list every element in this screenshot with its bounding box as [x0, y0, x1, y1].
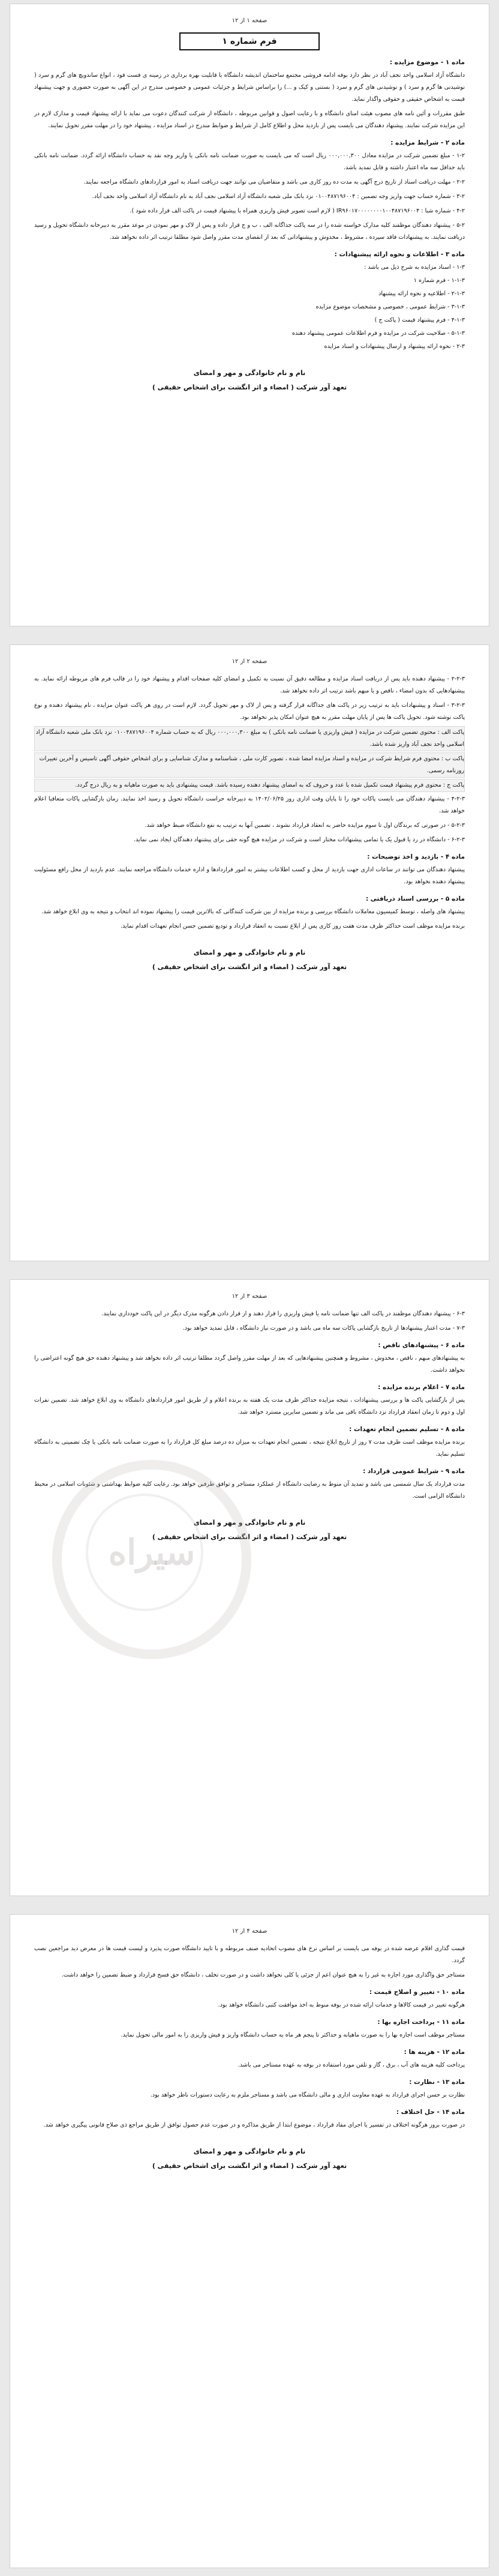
paragraph: مستاجر حق واگذاری مورد اجاره به غیر را به هیچ عنوان اعم از جزئی یا کلی نخواهد داشت و در صورت تخلف ، دانشگاه حق فسخ قرارداد و ضبط تضمین را خواهد داشت.: [61, 1972, 465, 1978]
paragraph: طبق مقررات و آئین نامه های مصوب هیئت امنای دانشگاه و با رعایت اصول و قوانین مربوطه ، دانشگاه از شرکت کنندگان دعوت می نماید با ارائه پیشنهاد قیمت و مدارک لازم در این مزایده شرکت نمایند. پیشنهاد دهندگان می بایست پس از بازدید محل و اطلاع کامل از شرایط و ضوابط مندرج در اسناد مزایده ، پیشنهاد خود را در مهلت مقرر تحویل نمایند.: [34, 110, 465, 129]
paragraph: پس از بازگشایی پاکت ها و بررسی پیشنهادات ، نتیجه مزایده حداکثر ظرف مدت یک هفته به برنده اعلام و از طریق امور قراردادهای دانشگاه به وی ابلاغ خواهد شد. تضمین نفرات اول و دوم تا زمان انعقاد قرارداد نزد دانشگاه باقی می ماند و تضمین سایرین مسترد خواهد شد.: [34, 1397, 465, 1416]
signature-block: [34, 2145, 465, 2173]
section-heading: ماده ۱۳ - نظارت :: [409, 2079, 465, 2086]
envelope-a-item: پاکت الف : محتوی تضمین شرکت در مزایده ( فیش واریزی یا ضمانت نامه بانکی ) به مبلغ ۰۰۰,۰۰۰,۳۰۰ ریال که به حساب شماره ۰۱۰۰۴۸۷۱۹۶۰۰۴ نزد بانک ملی شعبه دانشگاه آزاد اسلامی واحد نجف آباد واریز شده باشد.: [34, 726, 465, 751]
signature-line: تعهد آور شرکت ( امضاء و اثر انگشت برای اشخاص حقیقی ): [152, 383, 347, 391]
section-heading: ماده ۱ - موضوع مزایده :: [389, 59, 465, 66]
section-heading: ماده ۹ - شرایط عمومی قرارداد :: [363, 1468, 465, 1475]
paragraph: قیمت گذاری اقلام عرضه شده در بوفه می بایست بر اساس نرخ های مصوب اتحادیه صنف مربوطه و با تایید دانشگاه صورت پذیرد و لیست قیمت ها در معرض دید مراجعین نصب گردد.: [34, 1945, 465, 1964]
section-heading: ماده ۴ - بازدید و اخذ توضیحات :: [367, 853, 465, 860]
watermark-inner-ring: [86, 1494, 203, 1611]
paragraph: ۴-۲-۳ - پیشنهاد دهندگان می بایست پاکات خود را تا پایان وقت اداری روز ۱۴۰۲/۰۶/۲۵ به دبیرخانه حراست دانشگاه تحویل و رسید اخذ نمایند. زمان بازگشایی پاکات متعاقبا اعلام خواهد شد.: [34, 796, 465, 814]
page-2: [10, 644, 489, 1261]
page-1: [10, 4, 489, 626]
page-number: صفحه ۴ از ۱۲: [232, 1928, 267, 1935]
paragraph: ۵-۲-۳ - در صورتی که برندگان اول تا سوم مزایده حاضر به انعقاد قرارداد نشوند ، تضمین آنها به ترتیب به نفع دانشگاه ضبط خواهد شد.: [145, 822, 465, 829]
list-item: ۳-۱-۳ - شرایط عمومی ، خصوصی و مشخصات موضوع مزایده: [315, 304, 465, 310]
section-heading: ماده ۶ - پیشنهادهای ناقص :: [378, 1342, 465, 1349]
paragraph: دانشگاه آزاد اسلامی واحد نجف آباد در نظر دارد بوفه ادامه فروشی مجتمع ساختمان اندیشه دانشگاه با قابلیت بهره برداری در زمینه ی فست فود ، انواع ساندویچ های گرم و سرد ( نوشیدنی ها گرم و سرد ) و نوشیدنی های گرم و سرد ( بستنی و کیک و ...) را براساس شرایط و جزئیات عمومی و خصوصی مندرج در این آگهی به صورت حضوری و جهت پیشنهاد قیمت به اشخاص حقیقی و حقوقی واگذار نماید.: [34, 72, 465, 103]
page-3: [10, 1279, 489, 1896]
section-heading: ماده ۱۴ - حل اختلاف :: [396, 2109, 465, 2116]
paragraph: ۶-۲-۳ - دانشگاه در رد یا قبول یک یا تمامی پیشنهادات مختار است و شرکت در مزایده هیچ گونه حقی برای پیشنهاد دهندگان ایجاد نمی نماید.: [133, 836, 465, 843]
signature-line: تعهد آور شرکت ( امضاء و اثر انگشت برای اشخاص حقیقی ): [152, 1533, 347, 1541]
envelope-c-item: پاکت ج : محتوی فرم پیشنهاد قیمت تکمیل شده با عدد و حروف که به امضای پیشنهاد دهنده رسیده باشد. قیمت پیشنهادی باید به صورت ماهیانه و به ریال درج گردد.: [34, 779, 465, 792]
paragraph: ۲-۲-۳ - پیشنهاد دهنده باید پس از دریافت اسناد مزایده و مطالعه دقیق آن نسبت به تکمیل و امضای کلیه صفحات اقدام و پیشنهاد خود را در قالب فرم های مربوطه ارائه نماید. به پیشنهادهایی که بدون امضاء ، ناقص و یا مبهم باشد ترتیب اثر داده نخواهد شد.: [34, 676, 465, 694]
list-item: ۴-۱-۳ - فرم پیشنهاد قیمت ( پاکت ج ): [374, 317, 465, 323]
page-number: صفحه ۳ از ۱۲: [232, 1293, 267, 1300]
page-number: صفحه ۲ از ۱۲: [232, 658, 267, 665]
section-heading: ماده ۲ - شرایط مزایده :: [390, 139, 465, 146]
page-4: [10, 1914, 489, 2568]
list-item: ۱-۱-۳ - فرم شماره ۱: [413, 277, 465, 284]
list-item: ۱-۳ - اسناد مزایده به شرح ذیل می باشد :: [364, 264, 465, 271]
paragraph: هرگونه تغییر در قیمت کالاها و خدمات ارائه شده در بوفه منوط به اخذ موافقت کتبی دانشگاه خواهد بود.: [218, 2002, 465, 2008]
signature-block: [34, 366, 465, 395]
paragraph: برنده مزایده موظف است حداکثر ظرف مدت هفت روز کاری پس از ابلاغ نسبت به انعقاد قرارداد و تودیع تضمین حسن انجام تعهدات اقدام نماید.: [120, 923, 465, 929]
list-item: ۵-۱-۳ - صلاحیت شرکت در مزایده و فرم اطلاعات عمومی پیشنهاد دهنده: [291, 330, 465, 337]
page-number: صفحه ۱ از ۱۲: [232, 17, 267, 24]
signature-block: [34, 1516, 465, 1545]
watermark-text: سیراه: [108, 1532, 196, 1573]
paragraph: پیشنهاد های واصله ، توسط کمیسیون معاملات دانشگاه بررسی و برنده مزایده از بین شرکت کنندگانی که بالاترین قیمت را پیشنهاد نموده اند انتخاب و نتیجه به وی ابلاغ خواهد شد.: [41, 908, 465, 915]
paragraph: مستاجر موظف است اجاره بها را به صورت ماهیانه و حداکثر تا پنجم هر ماه به حساب دانشگاه واریز و فیش واریزی را به امور مالی تحویل نماید.: [121, 2032, 465, 2038]
paragraph: ۷-۳ - مدت اعتبار پیشنهادها از تاریخ بازگشایی پاکات سه ماه می باشد و در صورت نیاز دانشگاه ، قابل تمدید خواهد بود.: [182, 1325, 465, 1332]
paragraph: ۶-۳ - پیشنهاد دهندگان موظفند در پاکت الف تنها ضمانت نامه یا فیش واریزی را قرار دهند و از قرار دادن هرگونه مدرک دیگر در این پاکت خودداری نمایند.: [101, 1311, 465, 1317]
paragraph: ۳-۲-۳ - اسناد و پیشنهادات باید به ترتیب زیر در پاکت های جداگانه قرار گرفته و پس از لاک و مهر تحویل گردد. لازم است در روی هر پاکت عنوان مزایده ، نام پیشنهاد دهنده و نوع پاکت نوشته شود. تحویل پاکت ها پس از پایان مهلت مقرر به هیچ عنوان امکان پذیر نخواهد بود.: [34, 702, 465, 721]
paragraph: ۱-۲ - مبلغ تضمین شرکت در مزایده معادل ۰۰۰,۰۰۰,۳۰۰ ریال است که می بایست به صورت ضمانت نامه بانکی یا واریز وجه نقد به حساب دانشگاه ارائه گردد. ضمانت نامه بانکی باید حداقل سه ماه اعتبار داشته و قابل تمدید باشد.: [34, 152, 465, 171]
signature-line: نام و نام خانوادگی و مهر و امضای: [193, 369, 306, 377]
signature-block: [34, 946, 465, 974]
signature-line: نام و نام خانوادگی و مهر و امضای: [193, 949, 306, 956]
envelope-b-item: پاکت ب : محتوی فرم شرایط شرکت در مزایده و اسناد مزایده امضا شده ، تصویر کارت ملی ، شناسنامه و مدارک شناسایی و برای اشخاص حقوقی آگهی تاسیس و آخرین تغییرات روزنامه رسمی.: [34, 752, 465, 778]
signature-line: تعهد آور شرکت ( امضاء و اثر انگشت برای اشخاص حقیقی ): [152, 2162, 347, 2170]
section-heading: ماده ۸ - تسلیم تضمین انجام تعهدات :: [349, 1426, 465, 1433]
paragraph: پرداخت کلیه هزینه های آب ، برق ، گاز و تلفن مورد استفاده در بوفه به عهده مستاجر می باشد.: [238, 2062, 465, 2068]
paragraph: ۲-۲ - مهلت دریافت اسناد از تاریخ درج آگهی به مدت ده روز کاری می باشد و متقاضیان می توانند جهت دریافت اسناد به امور قراردادهای دانشگاه مراجعه نمایند.: [83, 179, 465, 185]
paragraph: نظارت بر حسن اجرای قرارداد به عهده معاونت اداری و مالی دانشگاه می باشد و مستاجر ملزم به رعایت دستورات ناظر خواهد بود.: [150, 2092, 465, 2098]
list-item: ۲-۳ - نحوه ارائه پیشنهاد و ارسال پیشنهادات و اسناد مزایده: [324, 343, 465, 350]
signature-line: نام و نام خانوادگی و مهر و امضای: [193, 1519, 306, 1527]
form-title: فرم شماره ۱: [179, 32, 320, 50]
paragraph: ۳-۲ - شماره حساب جهت واریز وجه تضمین : ۰۱۰۰۴۸۷۱۹۶۰۰۴ نزد بانک ملی شعبه دانشگاه آزاد اسلامی نجف آباد به نام دانشگاه آزاد اسلامی واحد نجف آباد.: [92, 193, 465, 200]
section-heading: ماده ۳ - اطلاعات و نحوه ارائه پیشنهادات :: [334, 251, 465, 258]
paragraph: مدت قرارداد یک سال شمسی می باشد و تمدید آن منوط به رضایت دانشگاه از عملکرد مستاجر و توافق طرفین خواهد بود. رعایت کلیه ضوابط بهداشتی و شئونات اسلامی در محیط دانشگاه الزامی است.: [34, 1481, 465, 1500]
paragraph: ۴-۲ - شماره شبا : IR۹۶۰۱۷۰۰۰۰۰۰۰۰۱۰۰۴۸۷۱۹۶۰۰۴ ( لازم است تصویر فیش واریزی همراه با پیشنهاد قیمت در پاکت الف قرار داده شود ).: [130, 208, 465, 214]
paragraph: برنده مزایده موظف است ظرف مدت ۷ روز از تاریخ ابلاغ نتیجه ، تضمین انجام تعهدات به میزان ده درصد مبلغ کل قرارداد را به صورت ضمانت نامه بانکی یا چک تضمینی به دانشگاه تسلیم نماید.: [34, 1439, 465, 1458]
signature-line: تعهد آور شرکت ( امضاء و اثر انگشت برای اشخاص حقیقی ): [152, 963, 347, 971]
list-item: ۲-۱-۳ - اطلاعیه و نحوه ارائه پیشنهاد: [378, 290, 465, 297]
section-heading: ماده ۱۱ - پرداخت اجاره بها :: [377, 2019, 465, 2026]
paragraph: ۵-۲ - پیشنهاد دهندگان موظفند کلیه مدارک خواسته شده را در سه پاکت جداگانه الف ، ب و ج قرار داده و پس از لاک و مهر نمودن در موعد مقرر به دبیرخانه دانشگاه تحویل و رسید دریافت نمایند. به پیشنهادات فاقد سپرده ، مشروط ، مخدوش و پیشنهاداتی که بعد از انقضای مدت مقرر واصل شود مطلقا ترتیب اثر داده نخواهد شد.: [34, 222, 465, 241]
paragraph: به پیشنهادهای مبهم ، ناقص ، مخدوش ، مشروط و همچنین پیشنهادهایی که بعد از مهلت مقرر واصل گردد مطلقا ترتیب اثر داده نخواهد شد و پیشنهاد دهنده حق هیچ گونه اعتراضی را نخواهد داشت.: [34, 1355, 465, 1374]
paragraph: در صورت بروز هرگونه اختلاف در تفسیر یا اجرای مفاد قرارداد ، موضوع ابتدا از طریق مذاکره و در صورت عدم حصول توافق از طریق مراجع ذی صلاح قانونی پیگیری خواهد شد.: [43, 2122, 465, 2128]
paragraph: پیشنهاد دهندگان می توانند در ساعات اداری جهت بازدید از محل و کسب اطلاعات بیشتر به امور قراردادها و اداره خدمات دانشگاه مراجعه نمایند. عدم بازدید از محل رافع مسئولیت پیشنهاد دهنده نخواهد بود.: [34, 866, 465, 885]
section-heading: ماده ۱۰ - تغییر و اصلاح قیمت :: [369, 1989, 465, 1996]
section-heading: ماده ۱۲ - هزینه ها :: [404, 2049, 465, 2056]
section-heading: ماده ۵ - بررسی اسناد دریافتی :: [365, 895, 465, 902]
section-heading: ماده ۷ - اعلام برنده مزایده :: [378, 1384, 465, 1391]
signature-line: نام و نام خانوادگی و مهر و امضای: [193, 2148, 306, 2155]
